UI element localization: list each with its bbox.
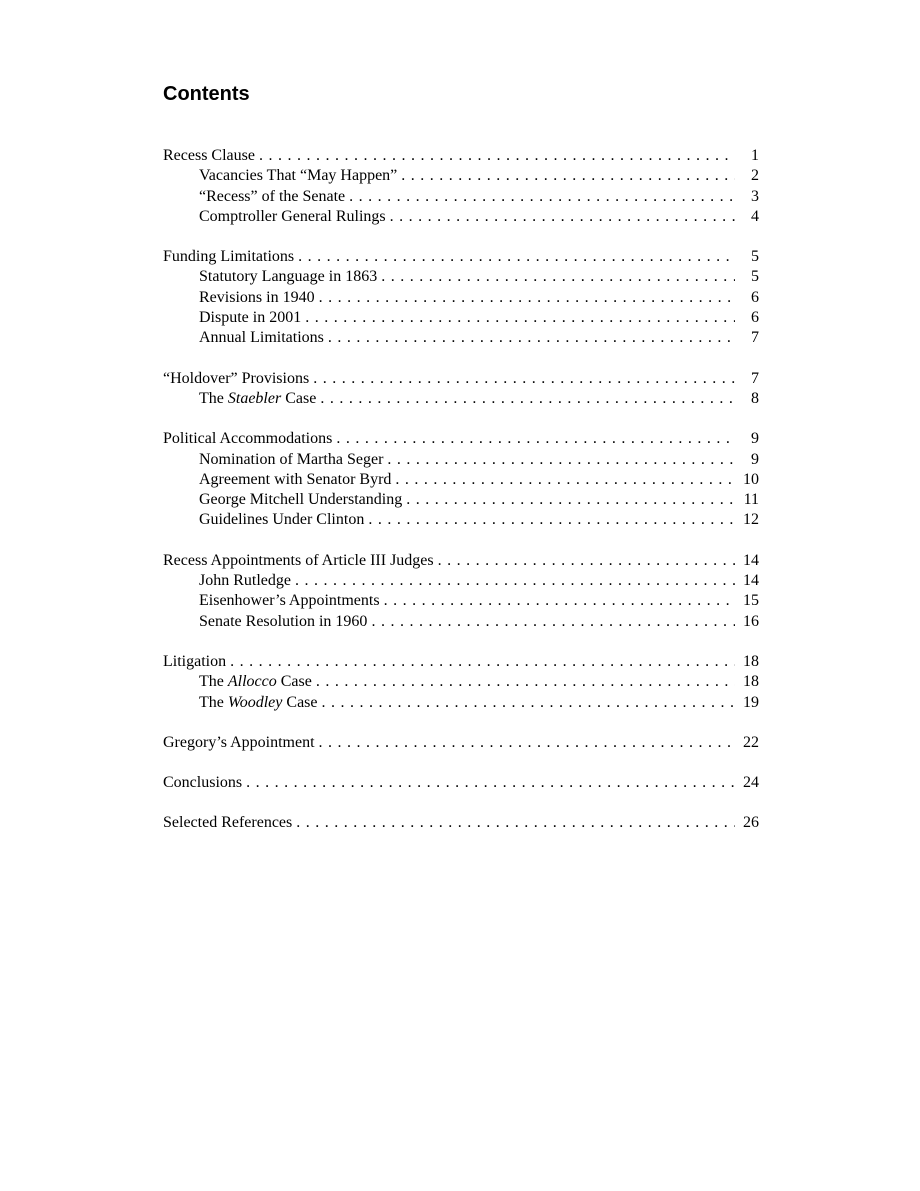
toc-page-number: 5 [751,248,759,266]
toc-subentry-label [199,267,381,287]
toc-subentry[interactable] [163,187,759,207]
toc-section [163,652,759,713]
toc-subentry-case-name: Woodley [227,693,283,711]
toc-entry-label: Funding Limitations [163,248,295,266]
toc-entry[interactable] [163,652,759,672]
dot-leader [230,652,735,672]
dot-leader [438,551,735,571]
toc-subentry-label [199,389,320,409]
toc-subentry[interactable] [163,693,759,713]
toc-subentry-label [199,288,319,308]
toc-page-number: 5 [751,268,759,286]
dot-leader [316,672,735,692]
toc-entry[interactable] [163,429,759,449]
toc-subentry-text-suffix: Case [276,673,312,691]
toc-subentry-case-name: Allocco [227,673,277,691]
dot-leader [349,187,735,207]
dot-leader [381,267,735,287]
toc-entry-label: Recess Clause [163,147,255,164]
toc-page-number: 1 [751,147,759,164]
toc-page-number: 7 [751,369,759,387]
dot-leader [401,166,735,186]
toc-entry-label: Political Accommodations [163,430,333,448]
toc-subentry-text: John Rutledge [199,572,291,590]
toc-page-number: 15 [743,592,759,610]
toc-subentry-label [199,328,328,348]
toc-entry[interactable] [163,773,759,793]
toc-page-number: 14 [743,551,759,569]
toc-subentry-text: Annual Limitations [199,329,324,347]
toc-subentry-label [199,187,349,207]
toc-subentry-label [199,450,387,470]
toc-subentry-label [199,510,368,530]
dot-leader [384,591,735,611]
toc-section [163,773,759,793]
dot-leader [320,389,735,409]
table-of-contents [163,146,759,854]
toc-subentry-label [199,207,390,227]
toc-entry[interactable] [163,813,759,833]
toc-subentry-text-suffix: Case [282,693,318,711]
toc-page-number: 3 [751,187,759,205]
toc-subentry-text: Eisenhower’s Appointments [199,592,380,610]
toc-entry[interactable] [163,146,759,166]
toc-subentry[interactable] [163,166,759,186]
toc-page-number: 7 [751,329,759,347]
toc-subentry-case-name: Staebler [227,389,282,407]
toc-section [163,551,759,632]
toc-subentry-text: Senate Resolution in 1960 [199,612,368,630]
toc-section [163,813,759,833]
toc-subentry-text: The [199,673,228,691]
toc-subentry-label [199,571,295,591]
toc-subentry-text: The [199,389,228,407]
dot-leader [259,146,735,166]
dot-leader [305,308,735,328]
toc-entry[interactable] [163,369,759,389]
toc-page-number: 10 [743,470,759,488]
toc-entry[interactable] [163,247,759,267]
toc-page-number: 22 [743,733,759,751]
toc-subentry[interactable] [163,207,759,227]
dot-leader [313,369,735,389]
toc-subentry[interactable] [163,510,759,530]
toc-entry-label: Selected References [163,814,293,832]
toc-subentry-text: “Recess” of the Senate [199,187,346,205]
toc-subentry-text: Dispute in 2001 [199,309,302,327]
toc-entry-label: Gregory’s Appointment [163,733,315,751]
toc-subentry[interactable] [163,328,759,348]
toc-section [163,429,759,530]
toc-page-number: 4 [751,207,759,225]
toc-subentry-text-suffix: Case [281,389,317,407]
toc-subentry[interactable] [163,612,759,632]
page-title: Contents [163,83,250,105]
toc-subentry-text: George Mitchell Understanding [199,491,403,509]
toc-subentry[interactable] [163,288,759,308]
toc-page-number: 24 [743,774,759,792]
toc-subentry[interactable] [163,267,759,287]
toc-section [163,146,759,227]
toc-section [163,369,759,410]
toc-entry[interactable] [163,733,759,753]
dot-leader [246,773,735,793]
dot-leader [295,571,735,591]
dot-leader [387,450,735,470]
toc-subentry-label [199,490,406,510]
toc-page-number: 6 [751,288,759,306]
toc-subentry-text: Guidelines Under Clinton [199,511,365,529]
dot-leader [319,733,735,753]
toc-subentry[interactable] [163,450,759,470]
dot-leader [395,470,735,490]
dot-leader [296,813,735,833]
dot-leader [371,612,735,632]
dot-leader [406,490,735,510]
toc-subentry[interactable] [163,389,759,409]
toc-page-number: 8 [751,389,759,407]
toc-page-number: 9 [751,450,759,468]
toc-subentry-text: Agreement with Senator Byrd [199,470,392,488]
toc-subentry-label [199,166,401,186]
toc-subentry-text: Revisions in 1940 [199,288,315,306]
toc-subentry-label [199,308,305,328]
toc-subentry-text: Statutory Language in 1863 [199,268,378,286]
toc-page-number: 16 [743,612,759,630]
toc-subentry-text: Vacancies That “May Happen” [199,167,398,185]
toc-subentry[interactable] [163,470,759,490]
toc-entry-label: Litigation [163,652,227,670]
toc-section [163,247,759,348]
toc-page-number: 26 [743,814,759,832]
dot-leader [319,288,735,308]
toc-subentry[interactable] [163,571,759,591]
dot-leader [368,510,735,530]
toc-page-number: 14 [743,572,759,590]
toc-page-number: 18 [743,673,759,691]
toc-subentry[interactable] [163,591,759,611]
dot-leader [298,247,735,267]
dot-leader [390,207,735,227]
toc-entry-label: Recess Appointments of Article III Judges [163,551,434,569]
toc-subentry-label [199,612,371,632]
toc-page-number: 12 [743,511,759,529]
toc-subentry-label [199,591,384,611]
dot-leader [336,429,735,449]
toc-page-number: 19 [743,693,759,711]
toc-subentry-label [199,672,316,692]
toc-entry-label: “Holdover” Provisions [163,369,310,387]
toc-subentry-label [199,693,322,713]
toc-subentry[interactable] [163,490,759,510]
toc-subentry-text: Comptroller General Rulings [199,207,386,225]
toc-subentry-label [199,470,395,490]
toc-page-number: 9 [751,430,759,448]
toc-subentry-text: Nomination of Martha Seger [199,450,384,468]
toc-section [163,733,759,753]
toc-page-number: 18 [743,652,759,670]
toc-entry-label: Conclusions [163,774,243,792]
toc-subentry-text: The [199,693,228,711]
toc-page-number: 6 [751,309,759,327]
dot-leader [322,693,736,713]
toc-page-number: 11 [743,491,759,509]
dot-leader [328,328,735,348]
toc-entry[interactable] [163,551,759,571]
toc-page-number: 2 [751,167,759,185]
toc-subentry[interactable] [163,672,759,692]
toc-subentry[interactable] [163,308,759,328]
